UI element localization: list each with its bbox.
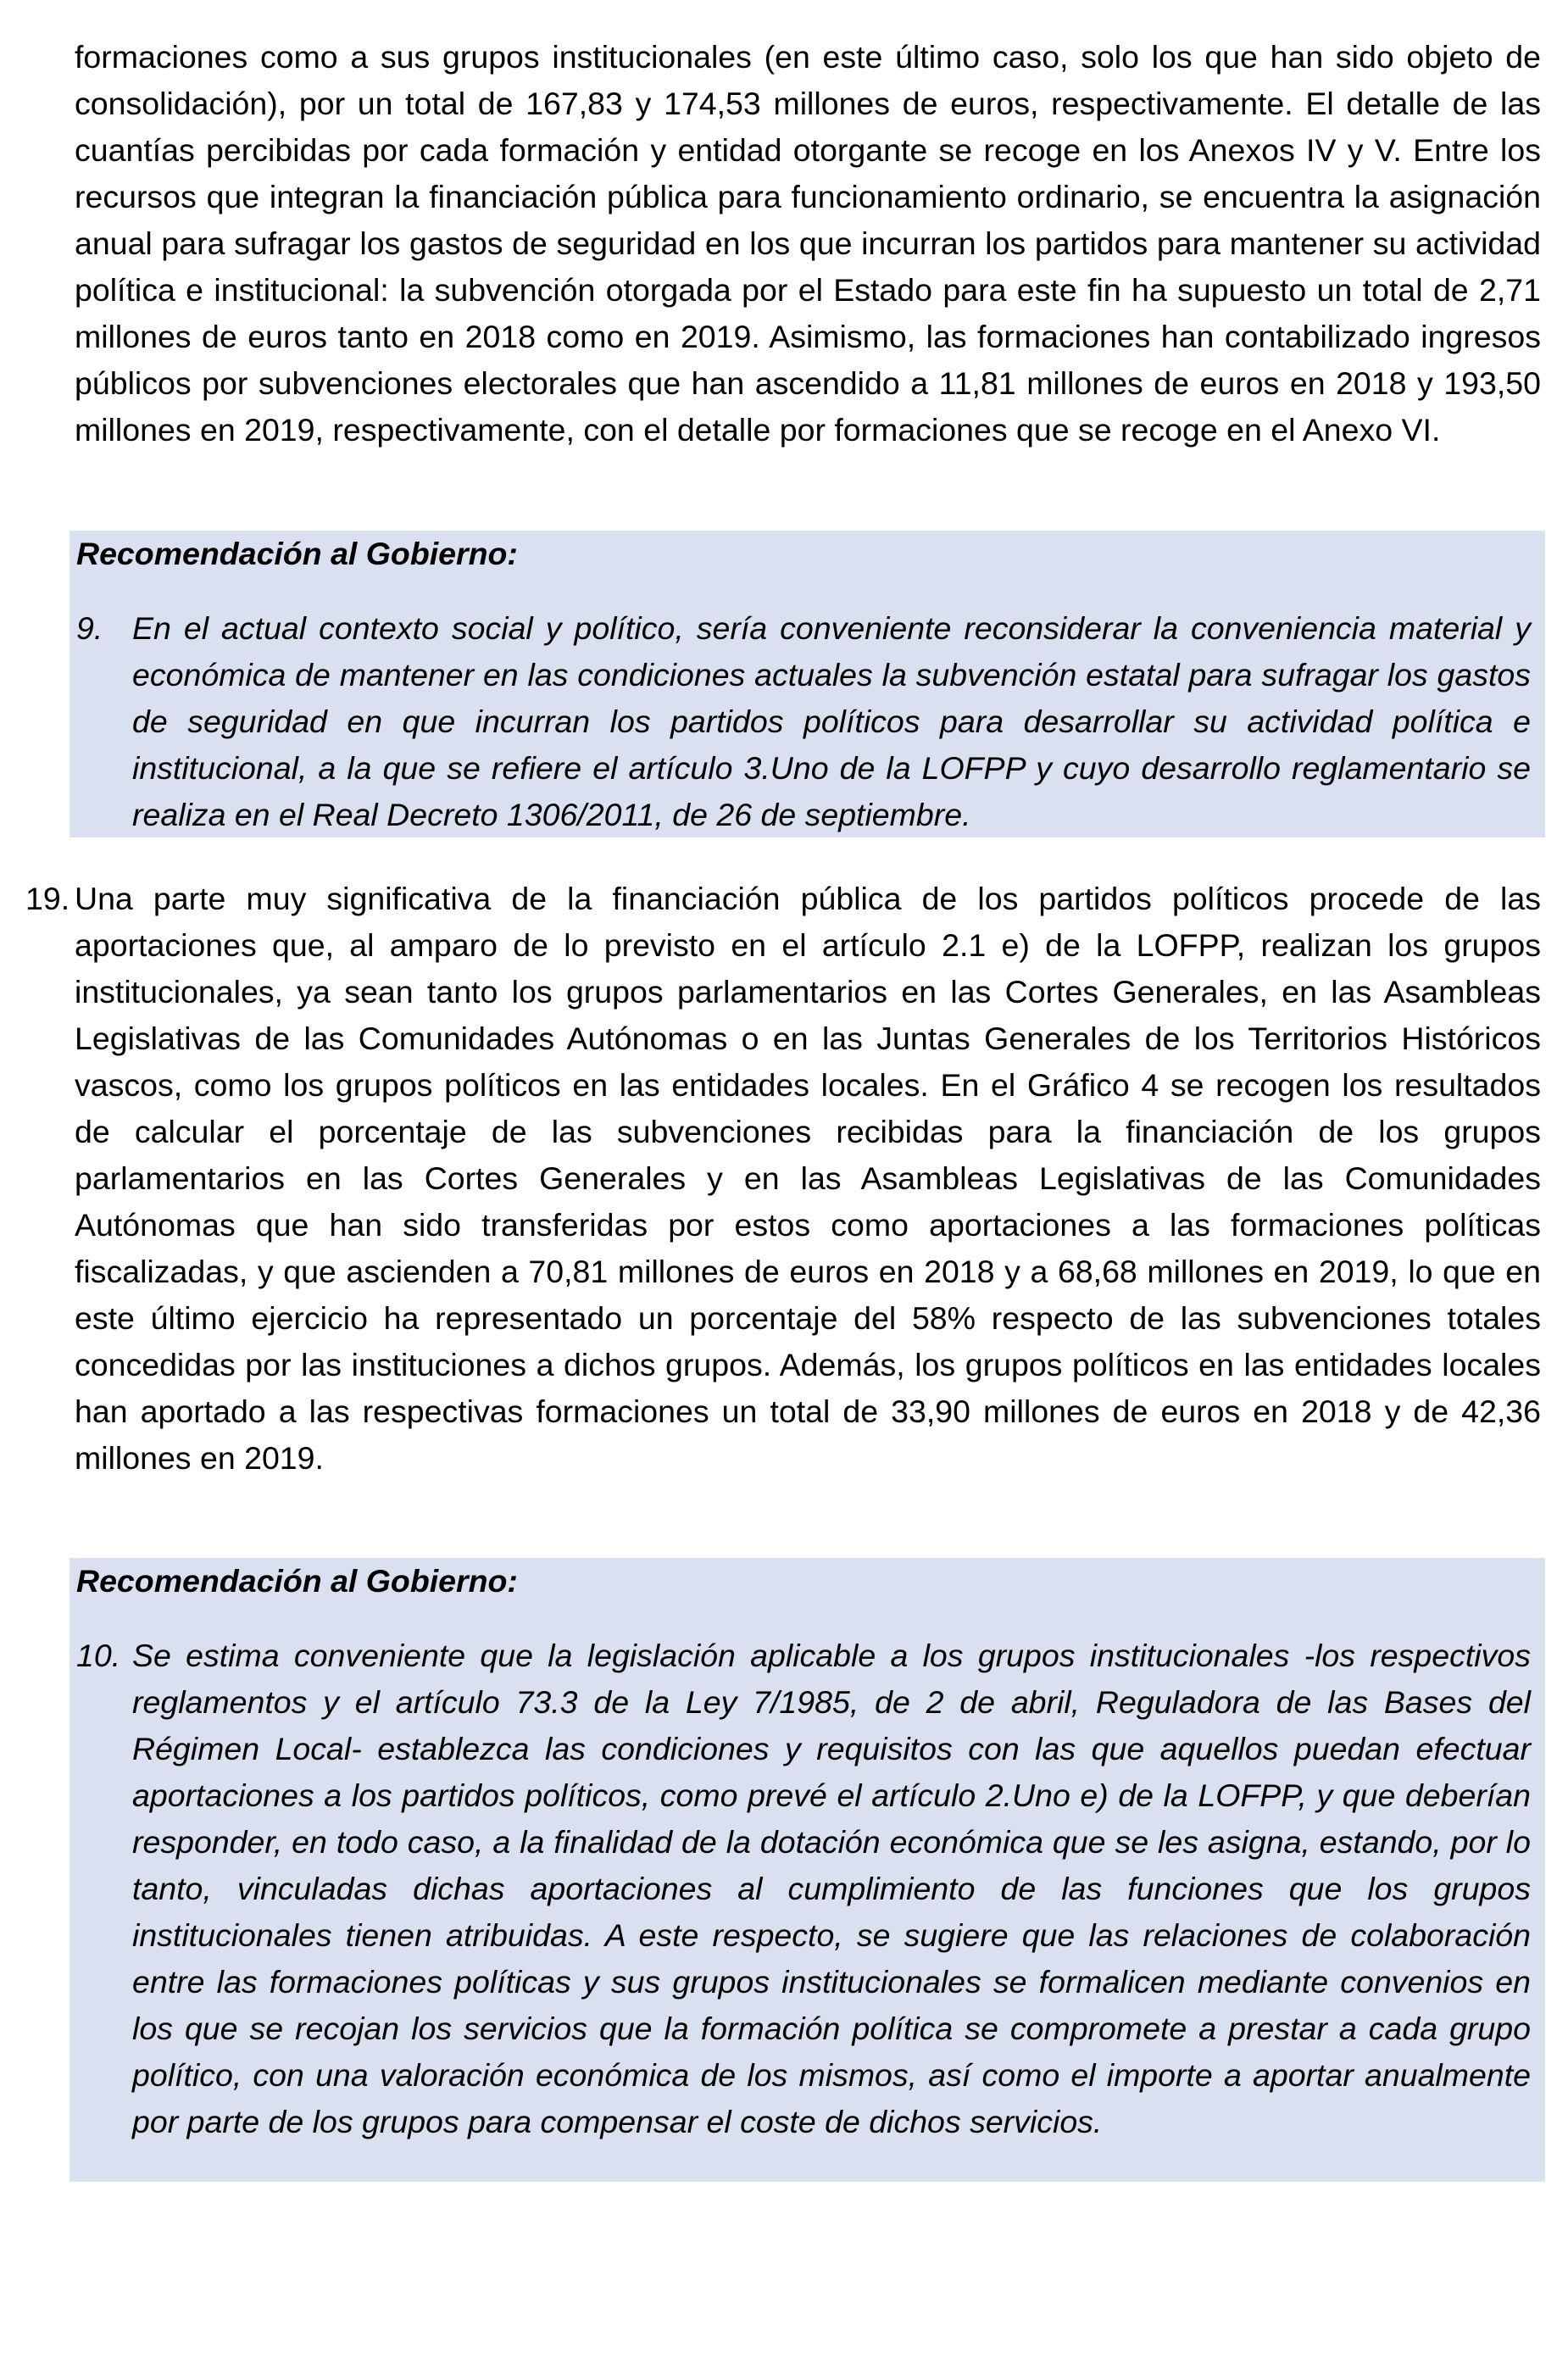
paragraph-number: 19. xyxy=(25,881,70,916)
recommendation-text: En el actual contexto social y político, sería conveniente reconsiderar la conveniencia material y económica de mantener en las condiciones actuales la subvención estatal para sufragar los gastos de seguridad en que incurran los partidos políticos para desarrollar su actividad política e institucional, a la que se refiere el artículo 3.Uno de la LOFPP y cuyo desarrollo reglamentario se realiza en el Real Decreto 1306/2011, de 26 de septiembre. xyxy=(132,610,1531,832)
paragraph-19-text: Una parte muy significativa de la financiación pública de los partidos políticos procede de las aportaciones que, al amparo de lo previsto en el artículo 2.1 e) de la LOFPP, realizan los grupos institucionales, ya sean tanto los grupos parlamentarios en las Cortes Generales, en las Asambleas Legislativas de las Comunidades Autónomas o en las Juntas Generales de los Territorios Históricos vascos, como los grupos políticos en las entidades locales. En el Gráfico 4 se recogen los resultados de calcular el porcentaje de las subvenciones recibidas para la financiación de los grupos parlamentarios en las Cortes Generales y en las Asambleas Legislativas de las Comunidades Autónomas que han sido transferidas por estos como aportaciones a las formaciones políticas fiscalizadas, y que ascienden a 70,81 millones de euros en 2018 y a 68,68 millones en 2019, lo que en este último ejercicio ha representado un porcentaje del 58% respecto de las subvenciones totales concedidas por las instituciones a dichos grupos. Además, los grupos políticos en las entidades locales han aportado a las respectivas formaciones un total de 33,90 millones de euros en 2018 y de 42,36 millones en 2019. xyxy=(75,881,1541,1476)
recommendation-box-10 xyxy=(70,1558,1545,2182)
recommendation-text: Se estima conveniente que la legislación aplicable a los grupos institucionales -los respectivos reglamentos y el artículo 73.3 de la Ley 7/1985, de 2 de abril, Reguladora de las Bases del Régimen Local- establezca las condiciones y requisitos con las que aquellos puedan efectuar aportaciones a los partidos políticos, como prevé el artículo 2.Uno e) de la LOFPP, y que deberían responder, en todo caso, a la finalidad de la dotación económica que se les asigna, estando, por lo tanto, vinculadas dichas aportaciones al cumplimiento de las funciones que los grupos institucionales tienen atribuidas. A este respecto, se sugiere que las relaciones de colaboración entre las formaciones políticas y sus grupos institucionales se formalicen mediante convenios en los que se recojan los servicios que la formación política se compromete a prestar a cada grupo político, con una valoración económica de los mismos, así como el importe a aportar anualmente por parte de los grupos para compensar el coste de dichos servicios. xyxy=(132,1638,1531,2139)
paragraph-continuation: formaciones como a sus grupos institucionales (en este último caso, solo los que han sido objeto de consolidación), por un total de 167,83 y 174,53 millones de euros, respectivamente. El detalle de las cuantías percibidas por cada formación y entidad otorgante se recoge en los Anexos IV y V. Entre los recursos que integran la financiación pública para funcionamiento ordinario, se encuentra la asignación anual para sufragar los gastos de seguridad en los que incurran los partidos para mantener su actividad política e institucional: la subvención otorgada por el Estado para este fin ha supuesto un total de 2,71 millones de euros tanto en 2018 como en 2019. Asimismo, las formaciones han contabilizado ingresos públicos por subvenciones electorales que han ascendido a 11,81 millones de euros en 2018 y 193,50 millones en 2019, respectivamente, con el detalle por formaciones que se recoge en el Anexo VI. xyxy=(75,39,1541,448)
recommendation-box-9 xyxy=(70,531,1545,837)
recommendation-number: 9. xyxy=(76,610,103,646)
recommendation-title: Recomendación al Gobierno: xyxy=(76,536,518,571)
recommendation-number: 10. xyxy=(76,1638,121,1673)
recommendation-title: Recomendación al Gobierno: xyxy=(76,1563,518,1599)
